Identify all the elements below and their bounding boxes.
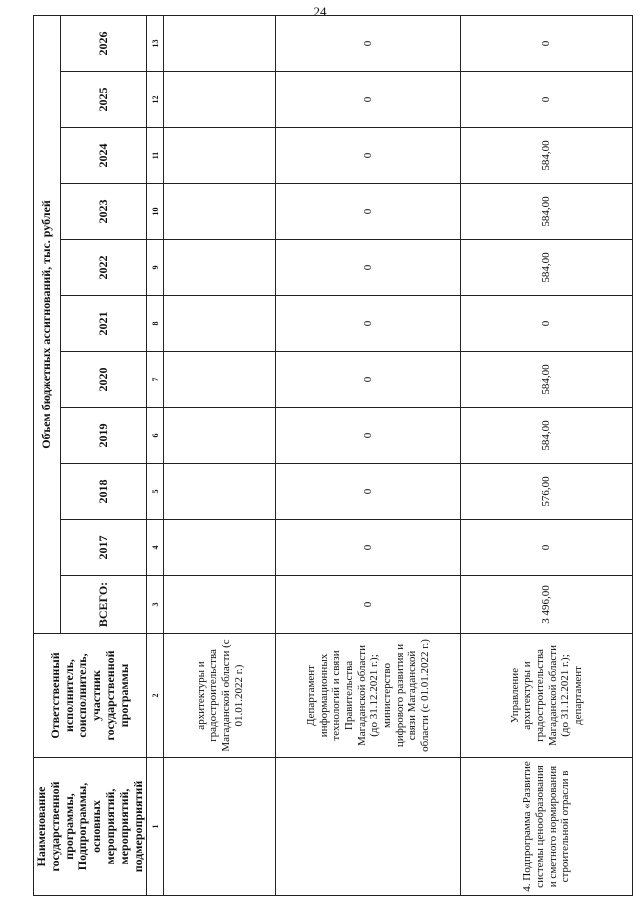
column-number: 5: [147, 464, 164, 520]
row-value: 0: [461, 520, 633, 576]
column-number: 2: [147, 634, 164, 758]
row-executor: Департамент информационных технологий и связи Правительства Магаданской области (до 31.12.2021 г.); министерство цифрового развития и связи Магаданской области (с 01.01.2022 г.): [276, 634, 461, 758]
row-name: 4. Подпрограмма «Развитие системы ценообразования и сметного нормирования строительной отрасли в: [461, 758, 633, 896]
row-value: [164, 464, 276, 520]
table-row: [164, 15, 276, 895]
row-name: [164, 758, 276, 896]
row-value: 0: [461, 296, 633, 352]
row-value: 0: [461, 15, 633, 71]
column-number: 4: [147, 520, 164, 576]
row-total: [164, 576, 276, 634]
row-executor: архитектуры и градостроительства Магаданской области (с 01.01.2022 г.): [164, 634, 276, 758]
column-number: 12: [147, 72, 164, 128]
column-number: 8: [147, 296, 164, 352]
header-year: 2021: [61, 296, 147, 352]
table-row: [276, 15, 461, 895]
row-value: 0: [276, 408, 461, 464]
row-value: 0: [276, 464, 461, 520]
row-value: [164, 240, 276, 296]
budget-table: [33, 15, 633, 896]
row-value: [164, 15, 276, 71]
row-value: 0: [276, 128, 461, 184]
header-year: 2022: [61, 240, 147, 296]
header-name-column: Наименование государственной программы, Подпрограммы, основных мероприятий, мероприятий, подмероприятий: [34, 758, 147, 896]
row-total: 3 496,00: [461, 576, 633, 634]
header-year: 2024: [61, 128, 147, 184]
column-number: 10: [147, 184, 164, 240]
row-executor: Управление архитектуры и градостроительства Магаданской области (до 31.12.2021 г.); департамент: [461, 634, 633, 758]
row-value: 584,00: [461, 184, 633, 240]
row-value: 0: [276, 352, 461, 408]
header-year: 2020: [61, 352, 147, 408]
row-value: [164, 408, 276, 464]
column-number: 3: [147, 576, 164, 634]
header-year: 2018: [61, 464, 147, 520]
row-value: 0: [276, 240, 461, 296]
row-value: 584,00: [461, 128, 633, 184]
header-total: ВСЕГО:: [61, 576, 147, 634]
row-total: 0: [276, 576, 461, 634]
page-number: 24: [313, 4, 327, 19]
row-name: [276, 758, 461, 896]
column-number: 9: [147, 240, 164, 296]
row-value: 0: [276, 520, 461, 576]
column-number: 6: [147, 408, 164, 464]
row-value: 0: [276, 184, 461, 240]
column-number: 7: [147, 352, 164, 408]
header-year: 2019: [61, 408, 147, 464]
column-number: 11: [147, 128, 164, 184]
column-number: 1: [147, 758, 164, 896]
header-executor-column: Ответственный исполнитель, соисполнитель, участник государственной программы: [34, 634, 147, 758]
table-row: [461, 15, 633, 895]
row-value: 584,00: [461, 352, 633, 408]
header-year: 2023: [61, 184, 147, 240]
row-value: [164, 72, 276, 128]
header-year: 2017: [61, 520, 147, 576]
row-value: 584,00: [461, 408, 633, 464]
column-number: 13: [147, 15, 164, 71]
rotated-table-container: [33, 16, 633, 896]
header-year: 2026: [61, 15, 147, 71]
row-value: 576,00: [461, 464, 633, 520]
row-value: [164, 352, 276, 408]
row-value: 0: [276, 296, 461, 352]
row-value: 0: [461, 72, 633, 128]
row-value: 0: [276, 72, 461, 128]
row-value: [164, 128, 276, 184]
row-value: 584,00: [461, 240, 633, 296]
row-value: [164, 296, 276, 352]
header-year: 2025: [61, 72, 147, 128]
row-value: 0: [276, 15, 461, 71]
row-value: [164, 184, 276, 240]
header-budget-title: Объем бюджетных ассигнований, тыс. рублей: [34, 15, 61, 633]
row-value: [164, 520, 276, 576]
